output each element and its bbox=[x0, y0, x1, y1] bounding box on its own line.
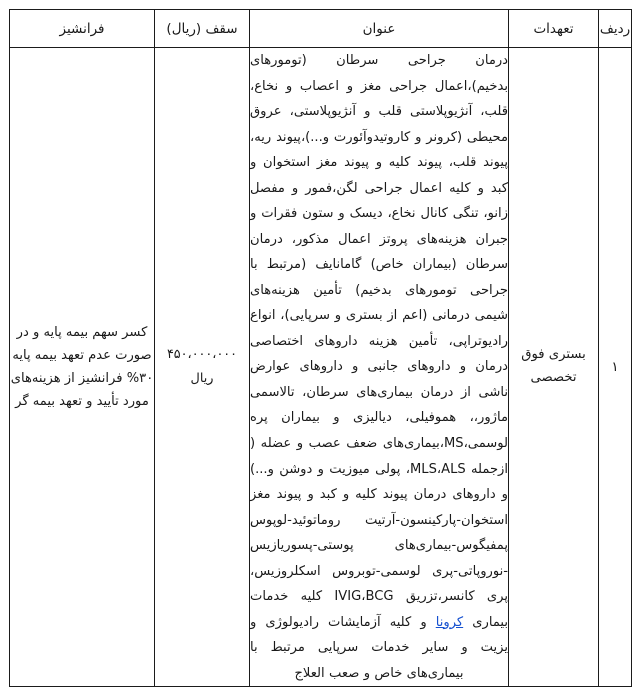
table-header bbox=[10, 10, 632, 48]
insurance-benefits-table bbox=[9, 9, 632, 687]
table-row bbox=[10, 48, 632, 687]
table-body bbox=[10, 48, 632, 687]
cell-franchise: کسر سهم بیمه پایه و در صورت عدم تعهد بیمه پایه ۳۰% فرانشیز از هزینه‌های مورد تأیید و تعهد بیمه گر bbox=[10, 48, 155, 687]
ceiling-amount: ۴۵۰،۰۰۰،۰۰۰ bbox=[166, 347, 238, 363]
description-text-after-link: و کلیه آزمایشات رادیولوژی و یزیت و سایر خدمات سرپایی مرتبط با بیماری‌های خاص و صعب العلاج bbox=[250, 614, 508, 681]
cell-coverage-ceiling bbox=[155, 48, 250, 687]
column-header-onvan: عنوان bbox=[250, 10, 509, 48]
ceiling-currency: ریال bbox=[190, 371, 214, 387]
column-header-saghf: سقف (ریال) bbox=[155, 10, 250, 48]
cell-coverage-description bbox=[250, 48, 509, 687]
column-header-franchise: فرانشیز bbox=[10, 10, 155, 48]
corona-link[interactable]: کرونا bbox=[435, 614, 464, 630]
cell-row-number: ۱ bbox=[599, 48, 632, 687]
header-row bbox=[10, 10, 632, 48]
column-header-radif: ردیف bbox=[599, 10, 632, 48]
description-text-before-link: درمان جراحی سرطان (تومورهای بدخیم)،اعمال جراحی مغز و اعصاب و نخاع، قلب، آنژیوپلاستی قلب و آنژیوپلاستی، عروق محیطی (کرونر و کاروتیدوآئورت و...)،پیوند ریه، پیوند قلب، پیوند کلیه و پیوند مغز استخوان و کبد و کلیه اعمال جراحی لگن،فمور و مفصل زانو، تنگی کانال نخاع، دیسک و ستون فقرات و جبران هزینه‌های پروتز اعمال مذکور، درمان سرطان (بیماران خاص) گامانایف (مرتبط با جراحی تومورهای بدخیم) تأمین هزینه‌های شیمی درمانی (اعم از بستری و سرپایی)، انواع رادیوتراپی، تأمین هزینه داروهای اختصاصی درمان و داروهای جانبی و داروهای عوارض ناشی از درمان بیماری‌های سرطان، تالاسمی ماژور،، هموفیلی، دیالیزی و بیماران پره لوسمی،MS،بیماری‌های ضعف عصب و عضله ( ازجمله MLS،ALS، پولی میوزیت و دوشن و...) و داروهای درمان پیوند کلیه و کبد و پیوند مغز استخوان-پارکینسون-آرتیت روماتوئید-لوپوس پمفیگوس-بیماری‌های پوستی-پسوریازیس -نوروپاتی-پری لوسمی-توبروس اسکلروزیس، پری کانسر،تزریق IVIG،BCG کلیه خدمات بیماری bbox=[250, 53, 508, 630]
cell-coverage-type: بستری فوق تخصصی bbox=[509, 48, 599, 687]
column-header-taahodat: تعهدات bbox=[509, 10, 599, 48]
